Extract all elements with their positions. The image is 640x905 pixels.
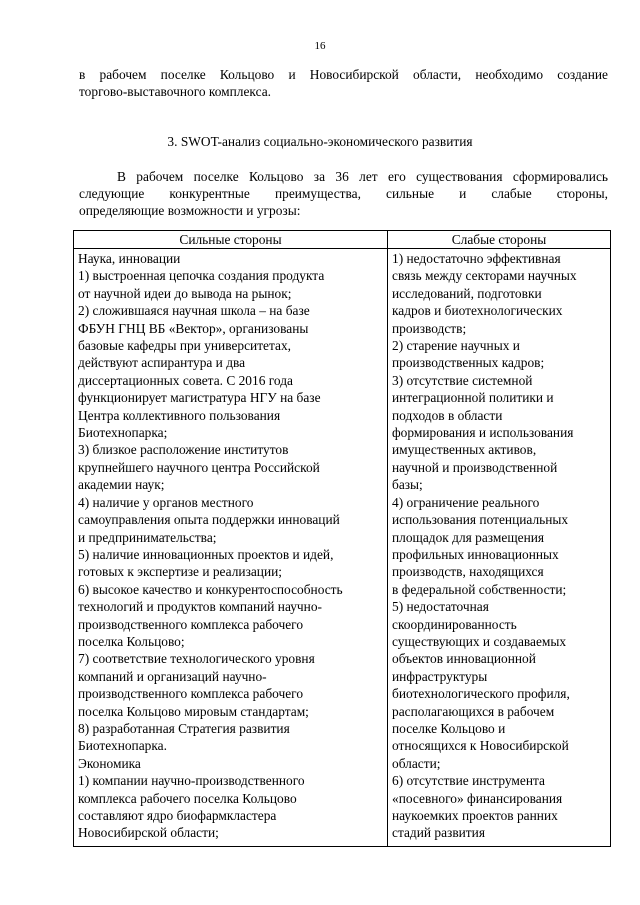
weakness-line: «посевного» финансирования bbox=[392, 790, 563, 806]
weakness-line: в федеральной собственности; bbox=[392, 581, 567, 597]
weakness-line: использования потенциальных bbox=[392, 512, 569, 528]
strength-line: комплекса рабочего поселка Кольцово bbox=[78, 790, 297, 806]
strength-line: производственного комплекса рабочего bbox=[78, 686, 304, 702]
strength-line: Экономика bbox=[78, 755, 141, 771]
strengths-cell bbox=[74, 249, 388, 847]
weakness-line: производств; bbox=[392, 320, 467, 336]
weakness-line: подходов в области bbox=[392, 407, 503, 423]
intro-paragraph bbox=[79, 66, 608, 100]
weakness-line: производств, находящихся bbox=[392, 564, 544, 580]
strength-line: компаний и организаций научно- bbox=[78, 668, 267, 684]
weakness-line: стадий развития bbox=[392, 825, 485, 841]
strength-line: 4) наличие у органов местного bbox=[78, 494, 254, 510]
strength-line: поселка Кольцово мировым стандартам; bbox=[78, 703, 309, 719]
weakness-line: 3) отсутствие системной bbox=[392, 372, 533, 388]
strength-line: 6) высокое качество и конкурентоспособность bbox=[78, 581, 343, 597]
lead-line: определяющие возможности и угрозы: bbox=[79, 203, 301, 218]
weakness-line: существующих и создаваемых bbox=[392, 633, 567, 649]
weakness-line: базы; bbox=[392, 477, 423, 493]
lead-line: В рабочем поселке Кольцово за 36 лет его существования сформировались bbox=[117, 169, 608, 184]
strength-line: ФБУН ГНЦ ВБ «Вектор», организованы bbox=[78, 320, 309, 336]
strength-line: 5) наличие инновационных проектов и идей, bbox=[78, 546, 334, 562]
lead-line: следующие конкурентные преимущества, сильные и слабые стороны, bbox=[79, 186, 608, 201]
intro-line: торгово-выставочного комплекса. bbox=[79, 84, 272, 99]
weakness-line: производственных кадров; bbox=[392, 355, 545, 371]
weakness-line: профильных инновационных bbox=[392, 546, 559, 562]
strength-line: готовых к экспертизе и реализации; bbox=[78, 564, 283, 580]
weakness-line: 6) отсутствие инструмента bbox=[392, 773, 545, 789]
strength-line: Биотехнопарка; bbox=[78, 425, 168, 441]
strength-line: и предпринимательства; bbox=[78, 529, 217, 545]
strength-line: 7) соответствие технологического уровня bbox=[78, 651, 315, 667]
strength-line: Биотехнопарка. bbox=[78, 738, 167, 754]
swot-table bbox=[73, 230, 611, 847]
weaknesses-cell bbox=[388, 249, 611, 847]
table-header-row bbox=[74, 231, 611, 249]
weaknesses-header: Слабые стороны bbox=[388, 231, 611, 249]
strength-line: 2) сложившаяся научная школа – на базе bbox=[78, 303, 310, 319]
strength-line: Центра коллективного пользования bbox=[78, 407, 281, 423]
weakness-line: располагающихся в рабочем bbox=[392, 703, 555, 719]
strength-line: 3) близкое расположение институтов bbox=[78, 442, 289, 458]
weakness-line: 1) недостаточно эффективная bbox=[392, 251, 561, 266]
weakness-line: 4) ограничение реального bbox=[392, 494, 540, 510]
strength-line: 1) выстроенная цепочка создания продукта bbox=[78, 268, 325, 284]
intro-line: в рабочем поселке Кольцово и Новосибирской области, необходимо создание bbox=[79, 67, 608, 82]
strength-line: крупнейшего научного центра Российской bbox=[78, 459, 320, 475]
weakness-line: 2) старение научных и bbox=[392, 338, 520, 354]
weakness-line: научной и производственной bbox=[392, 459, 558, 475]
weakness-line: наукоемких проектов ранних bbox=[392, 808, 558, 823]
strength-line: диссертационных совета. С 2016 года bbox=[78, 372, 293, 388]
weakness-line: инфраструктуры bbox=[392, 668, 488, 684]
strength-line: академии наук; bbox=[78, 477, 165, 493]
weakness-line: кадров и биотехнологических bbox=[392, 303, 563, 319]
page-number: 16 bbox=[314, 40, 326, 52]
weakness-line: относящихся к Новосибирской bbox=[392, 738, 569, 754]
strength-line: самоуправления опыта поддержки инноваций bbox=[78, 512, 340, 528]
lead-paragraph bbox=[79, 168, 608, 219]
strength-line: 8) разработанная Стратегия развития bbox=[78, 720, 290, 736]
strength-line: 1) компании научно-производственного bbox=[78, 773, 305, 789]
strength-line: базовые кафедры при университетах, bbox=[78, 338, 292, 354]
strength-line: производственного комплекса рабочего bbox=[78, 616, 304, 632]
weakness-line: 5) недостаточная bbox=[392, 599, 489, 615]
strength-line: от научной идеи до вывода на рынок; bbox=[78, 285, 292, 301]
weakness-line: площадок для размещения bbox=[392, 529, 545, 545]
weakness-line: формирования и использования bbox=[392, 425, 574, 441]
strength-line: Новосибирской области; bbox=[78, 825, 219, 841]
table-row bbox=[74, 249, 611, 847]
strength-line: поселка Кольцово; bbox=[78, 633, 185, 649]
weakness-line: поселке Кольцово и bbox=[392, 720, 506, 736]
weakness-line: связь между секторами научных bbox=[392, 268, 577, 284]
strengths-header: Сильные стороны bbox=[74, 231, 388, 249]
weakness-line: скоординированность bbox=[392, 616, 517, 632]
strength-line: технологий и продуктов компаний научно- bbox=[78, 599, 322, 615]
weakness-line: биотехнологического профиля, bbox=[392, 686, 570, 702]
weakness-line: интеграционной политики и bbox=[392, 390, 554, 406]
weakness-line: исследований, подготовки bbox=[392, 285, 542, 301]
strength-line: Наука, инновации bbox=[78, 251, 181, 266]
weakness-line: объектов инновационной bbox=[392, 651, 536, 667]
strength-line: составляют ядро биофармкластера bbox=[78, 808, 277, 823]
weakness-line: области; bbox=[392, 755, 441, 771]
strength-line: действуют аспирантура и два bbox=[78, 355, 246, 371]
weakness-line: имущественных активов, bbox=[392, 442, 537, 458]
strength-line: функционирует магистратура НГУ на базе bbox=[78, 390, 321, 406]
section-heading: 3. SWOT-анализ социально-экономического развития bbox=[167, 134, 473, 149]
